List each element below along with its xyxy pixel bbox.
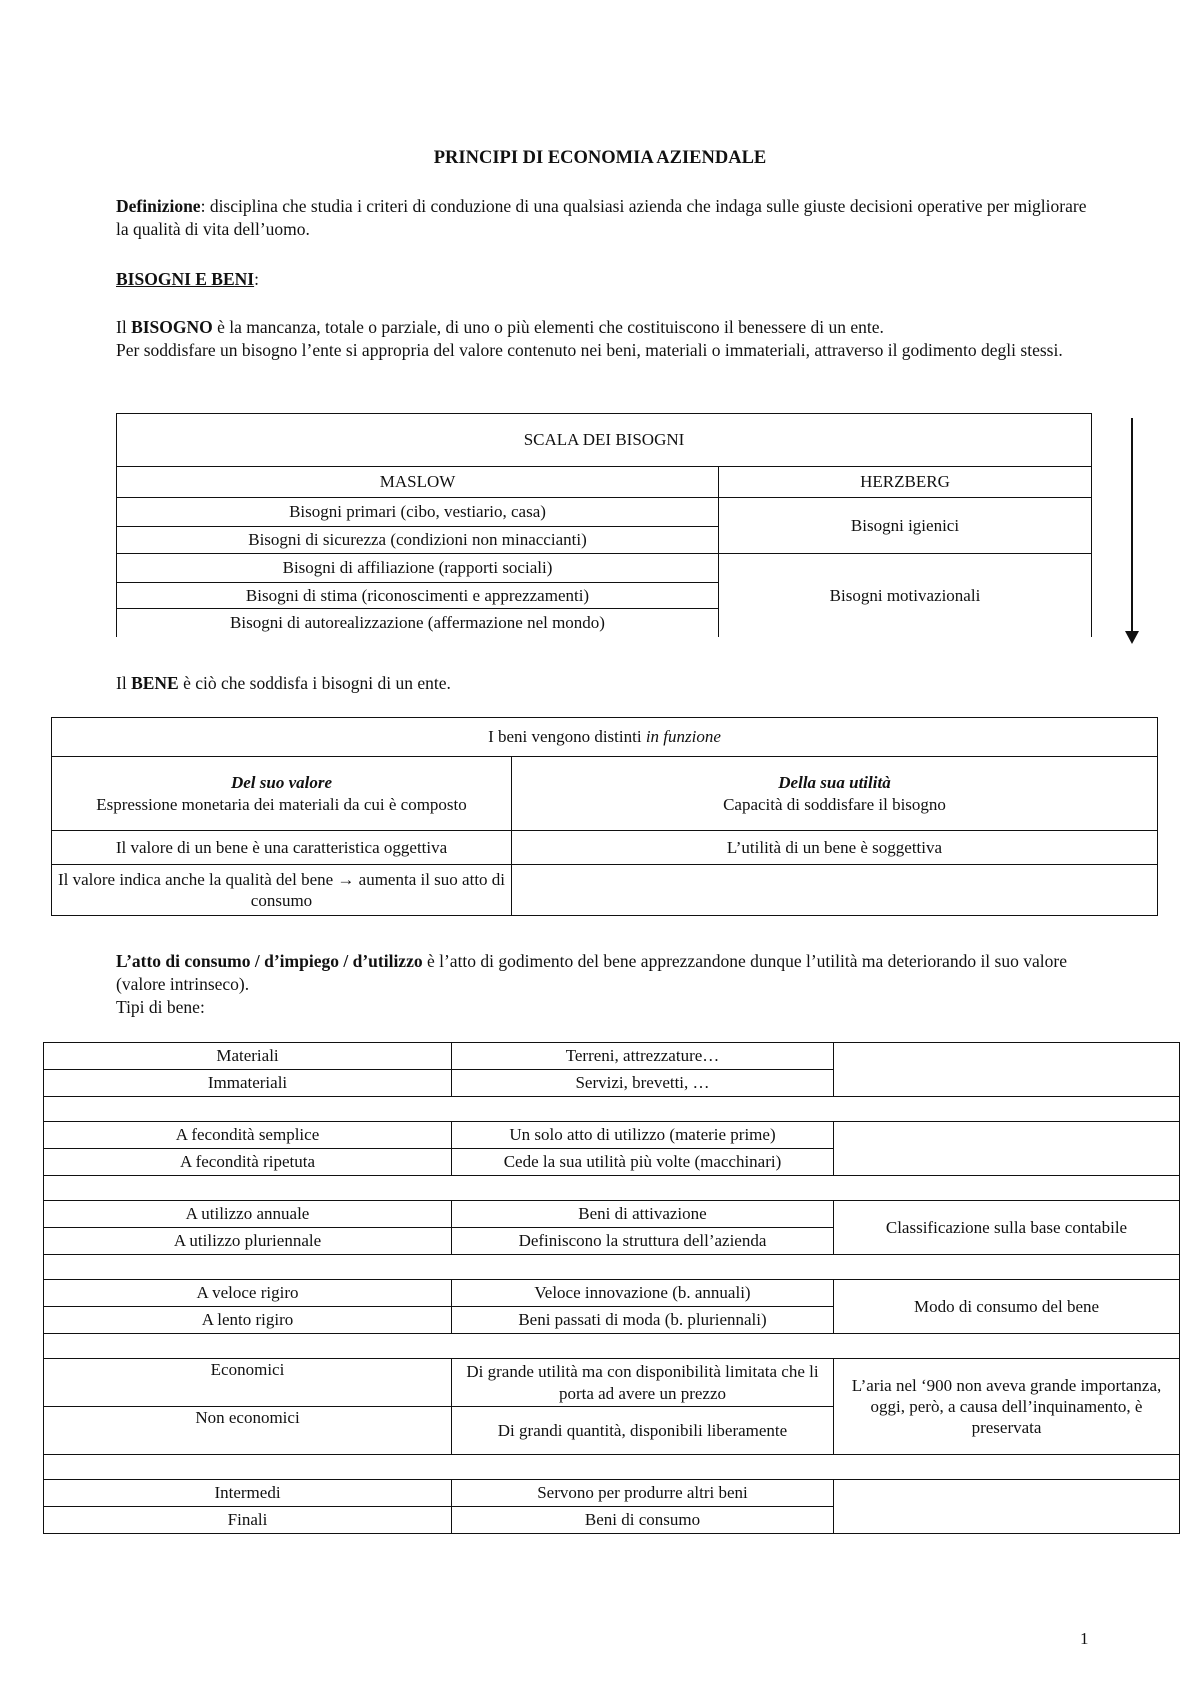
maslow-item: Bisogni di stima (riconoscimenti e apprezzamenti) [117, 583, 719, 609]
bisogno-paragraph: Il BISOGNO è la mancanza, totale o parziale, di uno o più elementi che costituiscono il benessere di un ente. Per soddisfare un bisogno l’ente si appropria del valore contenuto nei beni, materiali o immateriali, attraverso il godimento degli stessi. [116, 317, 1063, 360]
tipo-cell: A lento rigiro [44, 1307, 452, 1334]
bisogno-term: BISOGNO [131, 317, 213, 337]
beni-row1-right: L’utilità di un bene è soggettiva [512, 831, 1158, 865]
tipo-cell: Immateriali [44, 1070, 452, 1097]
beni-utilita-cell: Della sua utilità Capacità di soddisfare il bisogno [512, 757, 1158, 831]
spacer-row [44, 1097, 1180, 1122]
tipo-desc: Servizi, brevetti, … [452, 1070, 834, 1097]
bene-paragraph: Il BENE è ciò che soddisfa i bisogni di un ente. [116, 673, 451, 693]
spacer-row [44, 1176, 1180, 1201]
tipo-desc: Terreni, attrezzature… [452, 1043, 834, 1070]
tipo-desc: Definiscono la struttura dell’azienda [452, 1228, 834, 1255]
col-herzberg: HERZBERG [719, 467, 1092, 498]
tipo-cell: A utilizzo pluriennale [44, 1228, 452, 1255]
tipo-cell: Non economici [44, 1407, 452, 1455]
tipi-label: Tipi di bene: [116, 996, 205, 1017]
scala-bisogni-table [116, 413, 1092, 637]
atto-paragraph: L’atto di consumo / d’impiego / d’utilizzo è l’atto di godimento del bene apprezzandone dunque l’utilità ma deteriorando il suo valore (valore intrinseco). Tipi di bene: [116, 951, 1067, 1017]
col-maslow: MASLOW [117, 467, 719, 498]
maslow-item: Bisogni di affiliazione (rapporti sociali) [117, 554, 719, 583]
tipo-note: Modo di consumo del bene [834, 1280, 1180, 1334]
spacer-row [44, 1255, 1180, 1280]
beni-table [51, 717, 1158, 916]
bisogno-line2: Per soddisfare un bisogno l’ente si appropria del valore contenuto nei beni, materiali o immateriali, attraverso il godimento degli stessi. [116, 339, 1063, 360]
tipo-desc: Di grande utilità ma con disponibilità limitata che li porta ad avere un prezzo [452, 1359, 834, 1407]
definition-label: Definizione [116, 196, 201, 216]
spacer-row [44, 1455, 1180, 1480]
tipo-desc: Un solo atto di utilizzo (materie prime) [452, 1122, 834, 1149]
tipo-note: Classificazione sulla base contabile [834, 1201, 1180, 1255]
tipo-cell: Materiali [44, 1043, 452, 1070]
maslow-item: Bisogni primari (cibo, vestiario, casa) [117, 498, 719, 527]
page-title: PRINCIPI DI ECONOMIA AZIENDALE [433, 148, 767, 168]
tipo-desc: Veloce innovazione (b. annuali) [452, 1280, 834, 1307]
herzberg-item: Bisogni motivazionali [719, 554, 1092, 638]
tipo-desc: Servono per produrre altri beni [452, 1480, 834, 1507]
definition-paragraph [116, 195, 1096, 241]
section-heading: BISOGNI E BENI: [116, 269, 259, 289]
scala-title: SCALA DEI BISOGNI [117, 414, 1092, 467]
tipo-cell: Finali [44, 1507, 452, 1534]
tipo-cell: A utilizzo annuale [44, 1201, 452, 1228]
down-arrow-icon [1125, 631, 1139, 644]
atto-term: L’atto di consumo / d’impiego / d’utilizzo [116, 951, 423, 971]
beni-row1-left: Il valore di un bene è una caratteristica oggettiva [52, 831, 512, 865]
maslow-item: Bisogni di autorealizzazione (affermazione nel mondo) [117, 609, 719, 638]
beni-row2-right [512, 865, 1158, 916]
spacer-row [44, 1334, 1180, 1359]
hierarchy-arrow-line [1131, 418, 1133, 633]
page-number: 1 [1080, 1629, 1089, 1648]
beni-valore-cell: Del suo valore Espressione monetaria dei materiali da cui è composto [52, 757, 512, 831]
tipo-cell: Economici [44, 1359, 452, 1407]
maslow-item: Bisogni di sicurezza (condizioni non minaccianti) [117, 527, 719, 554]
beni-row2-left: Il valore indica anche la qualità del bene → aumenta il suo atto di consumo [52, 865, 512, 916]
tipo-note [834, 1122, 1180, 1176]
definition-text: : disciplina che studia i criteri di conduzione di una qualsiasi azienda che indaga sulle giuste decisioni operative per migliorare la qualità di vita dell’uomo. [116, 196, 1087, 239]
tipi-bene-table [43, 1042, 1180, 1534]
tipo-note [834, 1480, 1180, 1534]
section-heading-text: BISOGNI E BENI [116, 269, 255, 289]
beni-header: I beni vengono distinti in funzione [52, 718, 1158, 757]
tipo-cell: A fecondità ripetuta [44, 1149, 452, 1176]
tipo-cell: A veloce rigiro [44, 1280, 452, 1307]
tipo-note [834, 1043, 1180, 1097]
tipo-desc: Beni di attivazione [452, 1201, 834, 1228]
tipo-note: L’aria nel ‘900 non aveva grande importanza, oggi, però, a causa dell’inquinamento, è preservata [834, 1359, 1180, 1455]
tipo-desc: Beni passati di moda (b. pluriennali) [452, 1307, 834, 1334]
tipo-cell: A fecondità semplice [44, 1122, 452, 1149]
bene-term: BENE [131, 673, 179, 693]
tipo-cell: Intermedi [44, 1480, 452, 1507]
tipo-desc: Di grandi quantità, disponibili liberamente [452, 1407, 834, 1455]
tipo-desc: Beni di consumo [452, 1507, 834, 1534]
tipo-desc: Cede la sua utilità più volte (macchinari) [452, 1149, 834, 1176]
herzberg-item: Bisogni igienici [719, 498, 1092, 554]
